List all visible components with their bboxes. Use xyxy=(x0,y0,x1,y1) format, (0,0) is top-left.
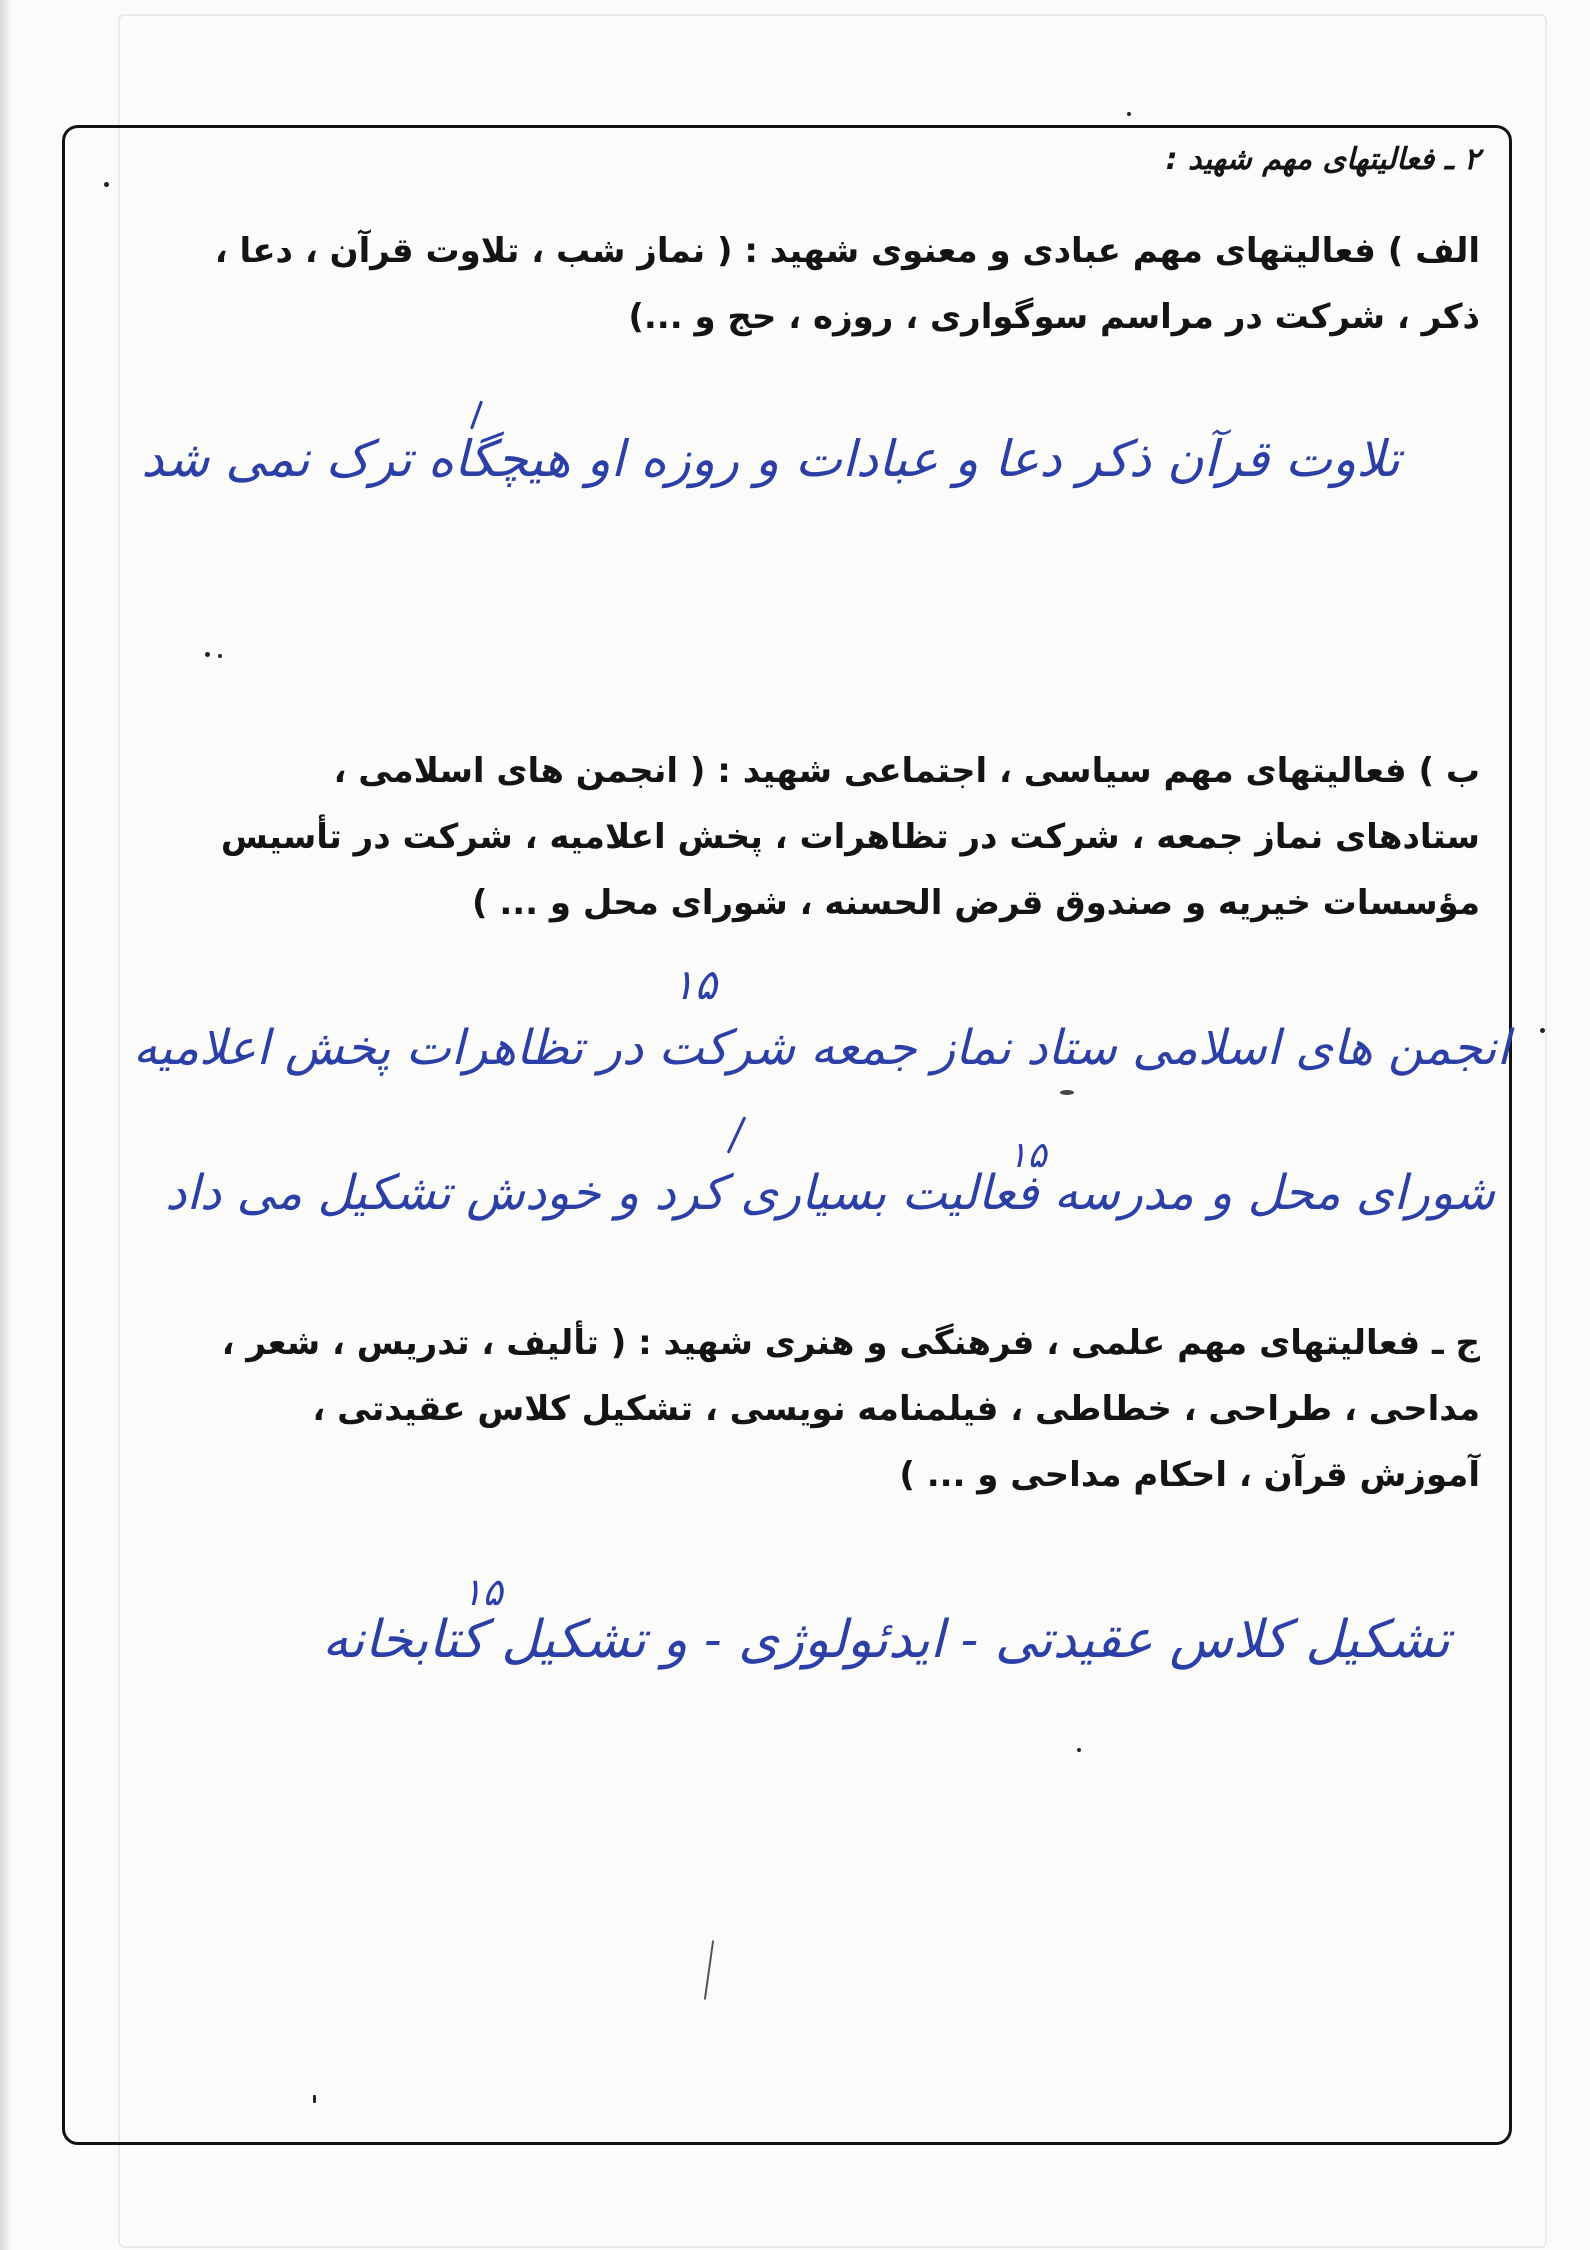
part-a-question xyxy=(150,218,1480,350)
part-b-line: ب ) فعالیتهای مهم سیاسی ، اجتماعی شهید : ( انجمن های اسلامی ، xyxy=(333,751,1480,791)
score-mark: ۱۵ xyxy=(672,960,718,1009)
part-a-answer: تلاوت قرآن ذکر دعا و عبادات و روزه او هیچگاه ترک نمی شد xyxy=(141,430,1400,488)
dust-speck xyxy=(104,182,109,187)
part-b-answer-line-2: شورای محل و مدرسه فعالیت بسیاری کرد و خودش تشکیل می داد xyxy=(165,1165,1495,1221)
section-title: ۲ ـ فعالیتهای مهم شهید : xyxy=(1165,142,1480,177)
question-frame xyxy=(62,125,1512,2145)
part-b-answer-line-1: انجمن های اسلامی ستاد نماز جمعه شرکت در تظاهرات پخش اعلامیه xyxy=(133,1020,1510,1076)
dust-speck xyxy=(205,652,210,657)
part-c-question xyxy=(150,1310,1480,1508)
score-mark: ۱۵ xyxy=(1008,1135,1047,1176)
part-c-line: ج ـ فعالیتهای مهم علمی ، فرهنگی و هنری شهید : ( تألیف ، تدریس ، شعر ، xyxy=(221,1323,1480,1363)
ink-speck xyxy=(1060,1090,1074,1095)
dust-speck xyxy=(313,2095,316,2103)
part-b-line: مؤسسات خیریه و صندوق قرض الحسنه ، شورای محل و ... ) xyxy=(471,883,1480,923)
part-b-line: ستادهای نماز جمعه ، شرکت در تظاهرات ، پخش اعلامیه ، شرکت در تأسیس xyxy=(220,817,1480,857)
dust-speck xyxy=(1127,112,1131,116)
dust-speck xyxy=(218,654,222,658)
dust-speck xyxy=(1077,1748,1081,1752)
part-c-answer: تشکیل کلاس عقیدتی - ایدئولوژی - و تشکیل کتابخانه xyxy=(322,1610,1450,1670)
dust-speck xyxy=(1540,1028,1545,1033)
part-c-line: مداحی ، طراحی ، خطاطی ، فیلمنامه نویسی ، تشکیل کلاس عقیدتی ، xyxy=(312,1389,1480,1429)
part-a-line: ذکر ، شرکت در مراسم سوگواری ، روزه ، حج و ...) xyxy=(628,297,1480,337)
page-edge xyxy=(0,0,12,2250)
part-c-line: آموزش قرآن ، احکام مداحی و ... ) xyxy=(899,1455,1480,1495)
score-mark: ۱۵ xyxy=(462,1570,503,1614)
part-b-question xyxy=(150,738,1480,936)
part-a-line: الف ) فعالیتهای مهم عبادی و معنوی شهید : ( نماز شب ، تلاوت قرآن ، دعا ، xyxy=(214,231,1480,271)
